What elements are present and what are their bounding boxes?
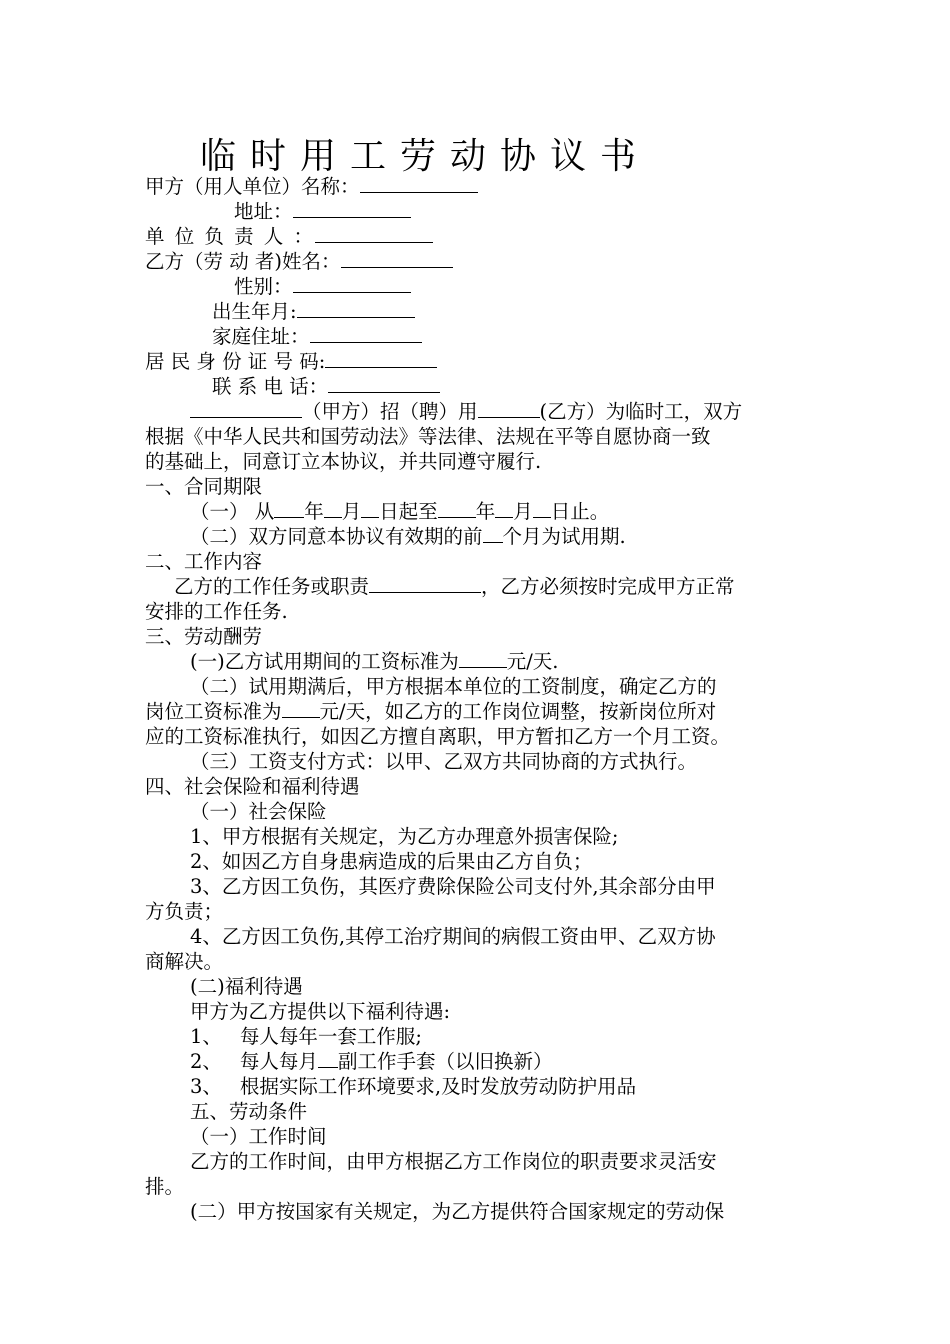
section-1-heading: 一、合同期限: [145, 475, 263, 498]
end-day-blank[interactable]: [533, 499, 551, 518]
post-wage-text-b: 元/天，如乙方的工作岗位调整，按新岗位所对: [319, 700, 717, 723]
unit-leader-row: [145, 224, 433, 249]
phone-label: 联 系 电 话：: [212, 375, 329, 398]
welfare-item-2: [190, 1049, 552, 1074]
labor-protection-line: (二）甲方按国家有关规定，为乙方提供符合国家规定的劳动保: [190, 1200, 725, 1223]
insurance-item-3-line-1: 3、乙方因工负伤，其医疗费除保险公司支付外,其余部分由甲: [190, 875, 716, 898]
probation-months-blank[interactable]: [483, 524, 503, 543]
phone-blank[interactable]: [328, 374, 440, 393]
post-wage-line-2: [145, 699, 716, 724]
intro-text-b: (乙方）为临时工，双方: [539, 400, 743, 423]
work-duty-text-a: 乙方的工作任务或职责: [174, 575, 370, 598]
insurance-item-3-line-2: 方负责；: [145, 900, 224, 923]
section-5-heading: 五、劳动条件: [190, 1100, 308, 1123]
welfare-subheading: (二)福利待遇: [190, 975, 303, 998]
welfare-intro: 甲方为乙方提供以下福利待遇:: [190, 1000, 451, 1023]
employer-blank[interactable]: [190, 399, 302, 418]
party-b-name-blank[interactable]: [341, 249, 453, 268]
gender-blank[interactable]: [293, 274, 411, 293]
welfare-item-2-text-b: 副工作手套（以旧换新）: [337, 1050, 553, 1073]
post-wage-line-3: 应的工资标准执行，如因乙方擅自离职，甲方暂扣乙方一个月工资。: [145, 725, 731, 748]
probation-line: [190, 524, 626, 549]
start-month-blank[interactable]: [324, 499, 342, 518]
insurance-item-4-line-1: 4、乙方因工负伤,其停工治疗期间的病假工资由甲、乙双方协: [190, 925, 716, 948]
birth-blank[interactable]: [297, 299, 415, 318]
month-label-2: 月: [513, 500, 533, 523]
unit-leader-label: 单 位 负 责 人 ：: [145, 225, 315, 248]
start-day-blank[interactable]: [361, 499, 379, 518]
work-hours-line-1: 乙方的工作时间，由甲方根据乙方工作岗位的职责要求灵活安: [190, 1150, 717, 1173]
intro-line-3: 的基础上，同意订立本协议，并共同遵守履行.: [145, 450, 542, 473]
start-year-blank[interactable]: [274, 499, 304, 518]
term-from-label: （一） 从: [190, 500, 275, 523]
birth-label: 出生年月:: [212, 300, 297, 323]
probation-text-a: （二）双方同意本协议有效期的前: [190, 525, 483, 548]
social-insurance-subheading: （一）社会保险: [190, 800, 327, 823]
work-hours-subheading: （一）工作时间: [190, 1125, 327, 1148]
month-label: 月: [341, 500, 362, 523]
year-label: 年: [304, 500, 324, 523]
end-label: 日止。: [550, 500, 610, 523]
work-duty-text-b: ，乙方必须按时完成甲方正常: [481, 575, 735, 598]
intro-text-a: （甲方）招（聘）用: [302, 400, 478, 423]
probation-wage-blank[interactable]: [459, 649, 507, 668]
document-title: 临时用工劳动协议书: [200, 136, 651, 177]
work-duty-line-2: 安排的工作任务.: [145, 600, 288, 623]
phone-row: [212, 374, 440, 399]
welfare-item-2-text-a: 每人每月: [239, 1050, 318, 1073]
gloves-quantity-blank[interactable]: [318, 1049, 338, 1068]
party-a-name-row: [145, 174, 478, 199]
home-address-row: [212, 324, 422, 349]
section-2-heading: 二、工作内容: [145, 550, 263, 573]
birth-row: [212, 299, 415, 324]
welfare-item-1-number: 1、: [190, 1025, 222, 1048]
probation-wage-text-b: 元/天.: [506, 650, 559, 673]
until-label: 日起至: [379, 500, 438, 523]
end-month-blank[interactable]: [495, 499, 513, 518]
payment-method-line: （三）工资支付方式：以甲、乙双方共同协商的方式执行。: [190, 750, 698, 773]
post-wage-text-a: 岗位工资标准为: [145, 700, 282, 723]
unit-leader-blank[interactable]: [315, 224, 433, 243]
welfare-item-1: [190, 1024, 422, 1049]
post-wage-blank[interactable]: [282, 699, 320, 718]
party-a-address-row: [234, 199, 411, 224]
welfare-item-2-number: 2、: [190, 1050, 222, 1073]
probation-wage-text-a: (一)乙方试用期间的工资标准为: [190, 650, 459, 673]
id-number-row: [145, 349, 437, 374]
home-address-label: 家庭住址：: [212, 325, 310, 348]
section-4-heading: 四、社会保险和福利待遇: [145, 775, 360, 798]
section-3-heading: 三、劳动酬劳: [145, 625, 263, 648]
year-label-2: 年: [475, 500, 496, 523]
party-a-address-blank[interactable]: [293, 199, 411, 218]
welfare-item-3-number: 3、: [190, 1075, 222, 1098]
post-wage-line-1: （二）试用期满后，甲方根据本单位的工资制度，确定乙方的: [190, 675, 717, 698]
intro-line-2: 根据《中华人民共和国劳动法》等法律、法规在平等自愿协商一致: [145, 425, 711, 448]
home-address-blank[interactable]: [310, 324, 422, 343]
party-b-name-row: [145, 249, 453, 274]
insurance-item-4-line-2: 商解决。: [145, 950, 224, 973]
party-b-name-label: 乙方（劳 动 者)姓名：: [145, 250, 341, 273]
gender-row: [234, 274, 411, 299]
party-a-address-label: 地址：: [234, 200, 293, 223]
gender-label: 性别：: [234, 275, 293, 298]
probation-text-b: 个月为试用期.: [502, 525, 626, 548]
employee-blank[interactable]: [478, 399, 540, 418]
welfare-item-3: [190, 1074, 636, 1099]
party-a-name-label: 甲方（用人单位）名称：: [145, 175, 360, 198]
work-hours-line-2: 排。: [145, 1175, 185, 1198]
probation-wage-line: [190, 649, 559, 674]
id-number-label: 居 民 身 份 证 号 码:: [145, 350, 326, 373]
id-number-blank[interactable]: [325, 349, 437, 368]
contract-term-line: [190, 499, 609, 524]
end-year-blank[interactable]: [438, 499, 476, 518]
insurance-item-2: 2、如因乙方自身患病造成的后果由乙方自负；: [190, 850, 593, 873]
work-duty-blank[interactable]: [369, 574, 481, 593]
welfare-item-3-text: 根据实际工作环境要求,及时发放劳动防护用品: [239, 1075, 637, 1098]
work-duty-line-1: [174, 574, 735, 599]
insurance-item-1: 1、甲方根据有关规定，为乙方办理意外损害保险;: [190, 825, 619, 848]
welfare-item-1-text: 每人每年一套工作服;: [239, 1025, 422, 1048]
intro-line-1: [190, 399, 742, 424]
party-a-name-blank[interactable]: [360, 174, 478, 193]
